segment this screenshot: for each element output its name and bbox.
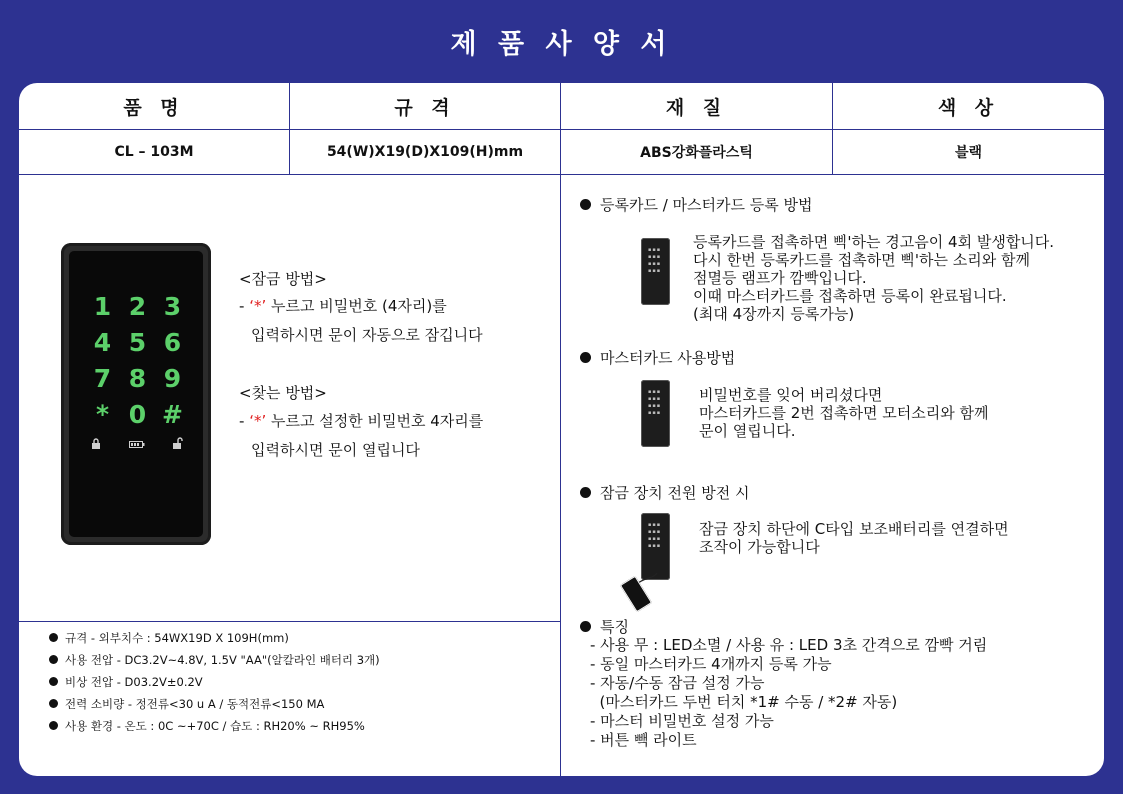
page-title: 제 품 사 양 서 <box>450 29 673 60</box>
key-9: 9 <box>163 364 182 393</box>
text-line: (최대 4장까지 등록가능) <box>693 305 855 323</box>
open-method-star: ‘*’ <box>249 412 267 430</box>
spec-sheet-card <box>19 83 1104 776</box>
key-8: 8 <box>128 364 147 393</box>
bullet-icon <box>580 621 591 632</box>
value-product-name: CL – 103M <box>114 144 194 160</box>
divider <box>560 83 561 776</box>
lock-method-title: <잠금 방법> <box>239 270 327 288</box>
bullet-icon <box>580 352 591 363</box>
features-title-text: 특징 <box>600 618 629 636</box>
keypad-dots-icon: ▪▪▪ ▪▪▪ ▪▪▪ ▪▪▪ <box>648 247 662 274</box>
open-method-line2: 입력하시면 문이 열립니다 <box>251 441 420 459</box>
bullet-icon <box>580 199 591 210</box>
value-color: 블랙 <box>954 145 983 161</box>
lock-method-prefix: - <box>239 297 250 315</box>
section-power-title <box>580 482 749 503</box>
unlock-icon <box>172 437 183 449</box>
features-title <box>580 616 629 637</box>
section-registration-title <box>580 194 813 215</box>
keypad-thumbnail <box>641 238 670 305</box>
lock-method-line2: 입력하시면 문이 자동으로 잠깁니다 <box>251 326 483 344</box>
key-6: 6 <box>163 328 182 357</box>
divider <box>19 174 1104 175</box>
key-0: 0 <box>128 400 147 429</box>
text-line: 다시 한번 등록카드를 접촉하면 삑'하는 소리와 함께 <box>693 251 1031 269</box>
section-registration-text <box>693 233 1054 323</box>
key-2: 2 <box>128 292 147 321</box>
keypad-thumbnail <box>641 380 670 447</box>
section-title-text: 마스터카드 사용방법 <box>600 349 736 367</box>
battery-icon <box>129 441 145 448</box>
key-7: 7 <box>93 364 112 393</box>
keypad-product-image <box>61 243 211 545</box>
open-method-title: <찾는 방법> <box>239 384 327 402</box>
open-method-line1-text: 누르고 설정한 비밀번호 4자리를 <box>266 412 484 430</box>
lock-method-line1 <box>239 295 447 317</box>
text-line: 점멸등 램프가 깜빡입니다. <box>693 269 867 287</box>
feature-line: - 사용 무 : LED소멸 / 사용 유 : LED 3초 간격으로 깜빡 거림 <box>590 636 988 654</box>
open-method-line1 <box>239 410 483 432</box>
spec-item-text: 전력 소비량 - 정전류<30 u A / 동적전류<150 MA <box>65 697 325 711</box>
key-3: 3 <box>163 292 182 321</box>
key-4: 4 <box>93 328 112 357</box>
section-master-card-title <box>580 347 735 368</box>
bullet-icon <box>49 721 58 730</box>
keypad-dots-icon: ▪▪▪ ▪▪▪ ▪▪▪ ▪▪▪ <box>648 389 662 416</box>
features-list <box>590 636 987 750</box>
text-line: 조작이 가능합니다 <box>699 538 820 556</box>
value-dimensions: 54(W)X19(D)X109(H)mm <box>326 144 524 160</box>
key-hash: # <box>162 400 183 429</box>
spec-item <box>49 671 380 693</box>
bullet-icon <box>49 655 58 664</box>
section-power-text <box>699 520 1009 556</box>
feature-line: - 동일 마스터카드 4개까지 등록 가능 <box>590 655 832 673</box>
bullet-icon <box>49 677 58 686</box>
key-5: 5 <box>128 328 147 357</box>
spec-list <box>49 627 380 737</box>
lock-method-line1-text: 누르고 비밀번호 (4자리)를 <box>266 297 447 315</box>
key-1: 1 <box>93 292 112 321</box>
spec-item <box>49 693 380 715</box>
lock-icon <box>91 438 101 449</box>
text-line: 이때 마스터카드를 접촉하면 등록이 완료됩니다. <box>693 287 1007 305</box>
spec-item <box>49 649 380 671</box>
feature-line: (마스터카드 두번 터치 *1# 수동 / *2# 자동) <box>590 693 898 711</box>
value-material: ABS강화플라스틱 <box>640 145 753 161</box>
keypad-panel <box>69 251 203 537</box>
text-line: 마스터카드를 2번 접촉하면 모터소리와 함께 <box>699 404 989 422</box>
section-master-card-text <box>699 386 988 440</box>
feature-line: - 버튼 빽 라이트 <box>590 731 697 749</box>
open-method-prefix: - <box>239 412 250 430</box>
text-line: 비밀번호를 잊어 버리셨다면 <box>699 386 883 404</box>
spec-item-text: 비상 전압 - D03.2V±0.2V <box>65 675 203 689</box>
header-material: 재 질 <box>665 96 728 119</box>
feature-line: - 자동/수동 잠금 설정 가능 <box>590 674 765 692</box>
spec-item-text: 사용 환경 - 온도 : 0C ~+70C / 습도 : RH20% ~ RH95% <box>65 719 365 733</box>
feature-line: - 마스터 비밀번호 설정 가능 <box>590 712 774 730</box>
header-color: 색 상 <box>937 96 1000 119</box>
spec-item-text: 규격 - 외부치수 : 54WX19D X 109H(mm) <box>65 631 289 645</box>
spec-item <box>49 627 380 649</box>
keypad-dots-icon: ▪▪▪ ▪▪▪ ▪▪▪ ▪▪▪ <box>648 522 662 549</box>
text-line: 등록카드를 접촉하면 삑'하는 경고음이 4회 발생합니다. <box>693 233 1055 251</box>
key-star: * <box>95 400 110 429</box>
bullet-icon <box>49 699 58 708</box>
divider <box>19 621 560 622</box>
bullet-icon <box>49 633 58 642</box>
section-title-text: 등록카드 / 마스터카드 등록 방법 <box>600 196 813 214</box>
lock-method-star: ‘*’ <box>249 297 267 315</box>
bullet-icon <box>580 487 591 498</box>
header-dimensions: 규 격 <box>394 96 456 119</box>
keypad-thumbnail <box>641 513 670 580</box>
header-product-name: 품 명 <box>123 96 185 119</box>
text-line: 잠금 장치 하단에 C타입 보조배터리를 연결하면 <box>699 520 1009 538</box>
section-title-text: 잠금 장치 전원 방전 시 <box>600 484 750 502</box>
spec-item-text: 사용 전압 - DC3.2V~4.8V, 1.5V "AA"(알칼라인 배터리 3개) <box>65 653 380 667</box>
spec-item <box>49 715 380 737</box>
text-line: 문이 열립니다. <box>699 422 796 440</box>
